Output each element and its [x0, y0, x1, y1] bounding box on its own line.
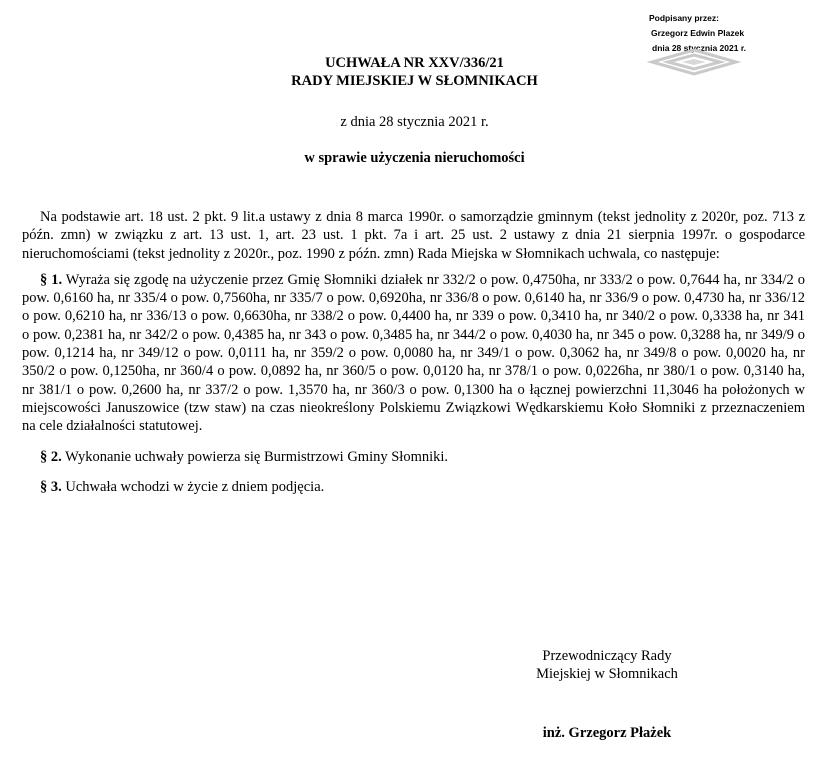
council-name: RADY MIEJSKIEJ W SŁOMNIKACH: [291, 73, 538, 89]
resolution-number: UCHWAŁA NR XXV/336/21: [325, 55, 504, 71]
document-header: [0, 54, 829, 90]
signer-name: inż. Grzegorz Płażek: [542, 725, 672, 741]
section-2-text: Wykonanie uchwały powierza się Burmistrzowi Gminy Słomniki.: [65, 448, 449, 465]
section-1-paragraph: [22, 271, 805, 436]
section-3-paragraph: [22, 478, 805, 496]
signer-role: [506, 647, 708, 683]
signer-role-line-1: Przewodniczący Rady: [542, 648, 672, 664]
section-1-label: § 1.: [40, 271, 63, 288]
section-3-text: Uchwała wchodzi w życie z dniem podjęcia.: [65, 478, 325, 495]
section-3-label: § 3.: [40, 478, 62, 495]
signature-label: Podpisany przez:: [649, 13, 719, 23]
signature-date: dnia 28 stycznia 2021 r.: [652, 43, 747, 53]
resolution-subject: w sprawie użyczenia nieruchomości: [304, 150, 525, 166]
resolution-date: z dnia 28 stycznia 2021 r.: [340, 114, 489, 130]
document-body: [22, 208, 805, 496]
section-2-paragraph: [22, 448, 805, 466]
signer-role-line-2: Miejskiej w Słomnikach: [536, 666, 678, 682]
section-2-label: § 2.: [40, 448, 62, 465]
preamble-paragraph: Na podstawie art. 18 ust. 2 pkt. 9 lit.a ustawy z dnia 8 marca 1990r. o samorządzie gminnym (tekst jednolity z 2020r, poz. 713 z późn. zmn) w związku z art. 13 ust. 1, art. 23 ust. 1 pkt. 7a i art. 25 ust. 2 ustawy z dnia 21 sierpnia 1997r. o gospodarce nieruchomościami (tekst jednolity z 2020r., poz. 1990 z późn. zmn) Rada Miejska w Słomnikach uchwala, co następuje:: [22, 209, 805, 262]
signature-signer-name: Grzegorz Edwin Plazek: [651, 28, 745, 38]
section-1-text: Wyraża się zgodę na użyczenie przez Gmię Słomniki działek nr 332/2 o pow. 0,4750ha, nr 333/2 o pow. 0,7644 ha, nr 334/2 o pow. 0,6160 ha, nr 335/4 o pow. 0,7560ha, nr 335/7 o pow. 0,6920ha, nr 336/8 o pow. 0,6140 ha, nr 336/9 o pow. 0,4730 ha, nr 336/12 o pow. 0,6210 ha, nr 336/13 o pow. 0,6630ha, nr 338/2 o pow. 0,4400 ha, nr 339 o pow. 0,3410 ha, nr 340/2 o pow. 0,3338 ha, nr 341 o pow. 0,2381 ha, nr 342/2 o pow. 0,4385 ha, nr 343 o pow. 0,3485 ha, nr 344/2 o pow. 0,4030 ha, nr 345 o pow. 0,3288 ha, nr 349/9 o pow. 0,1214 ha, nr 349/12 o pow. 0,0111 ha, nr 359/2 o pow. 0,0080 ha, nr 349/1 o pow. 0,3062 ha, nr 349/8 o pow. 0,0020 ha, nr 350/2 o pow. 0,1250ha, nr 360/4 o pow. 0,0892 ha, nr 360/5 o pow. 0,0120 ha, nr 378/1 o pow. 0,0226ha, nr 380/1 o pow. 0,3140 ha, nr 381/1 o pow. 0,2600 ha, nr 337/2 o pow. 1,3570 ha, nr 360/3 o pow. 0,1300 ha o łącznej powierzchni 11,3046 ha położonych w miejscowości Januszowice (tzw staw) na czas nieokreślony Polskiemu Związkowi Wędkarskiemu Koło Słomniki z przeznaczeniem na cele działalności statutowej.: [22, 271, 805, 435]
